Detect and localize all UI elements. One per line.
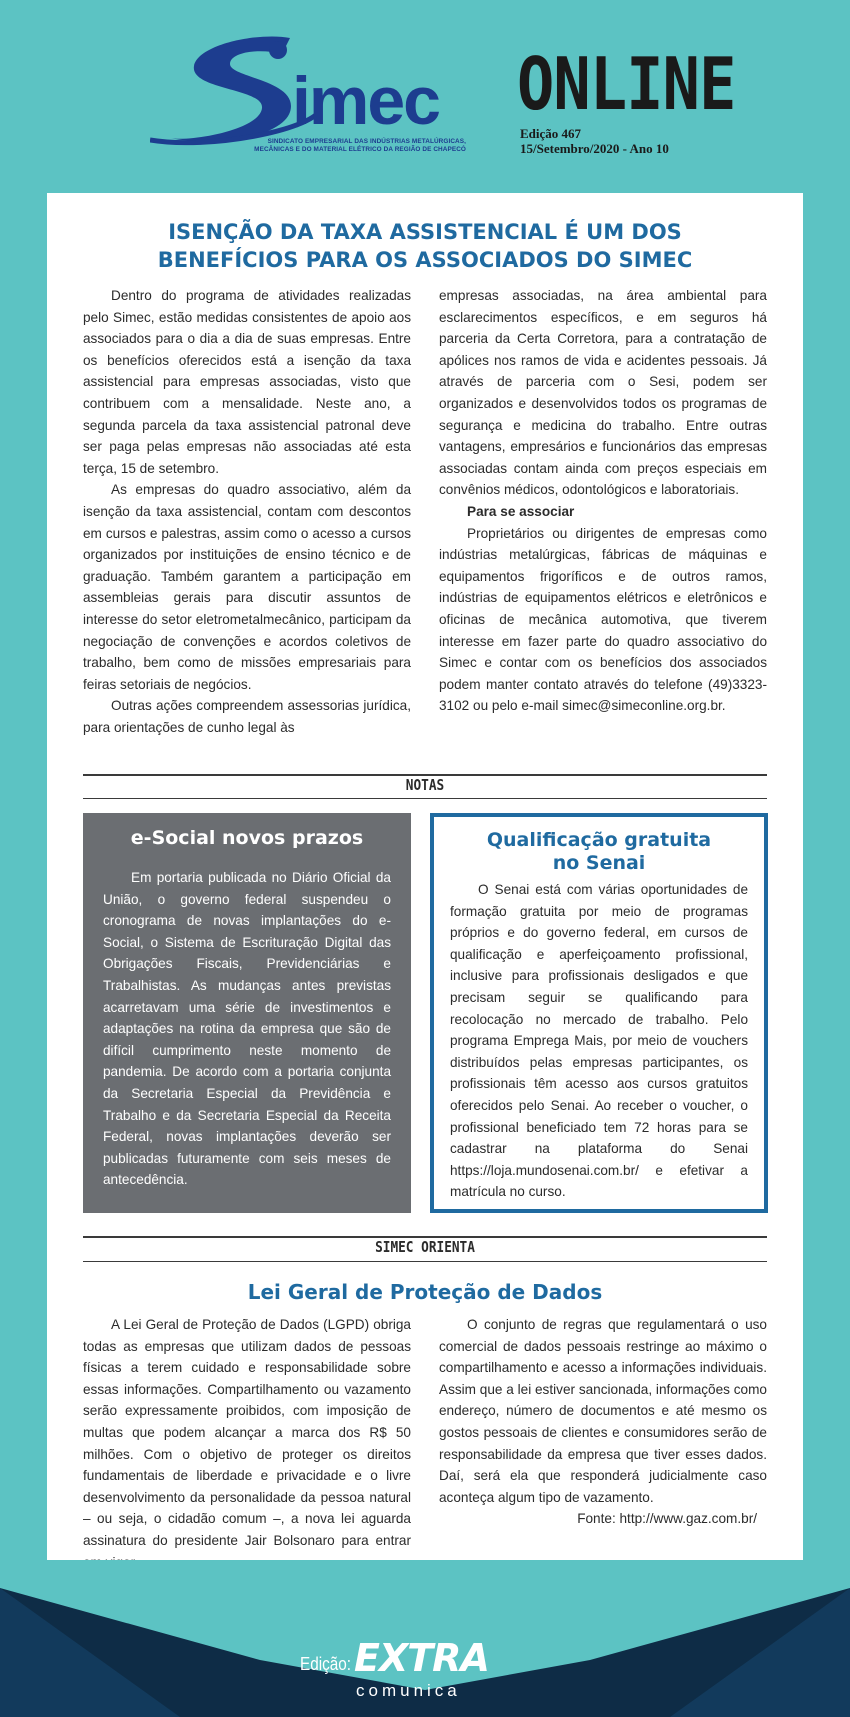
edition-date: 15/Setembro/2020 - Ano 10 xyxy=(520,141,669,156)
esocial-box xyxy=(83,813,411,1213)
esocial-body: Em portaria publicada no Diário Oficial da União, o governo federal suspendeu o cronograma de novas implantações do e-Social, o Sistema de Escrituração Digital das Obrigações Fiscais, Previdenciárias e Trabalhistas. As mudanças antes previstas acarretavam uma série de investimentos e adaptações na rotina da empresa que são de difícil cumprimento neste momento de pandemia. De acordo com a portaria conjunta da Secretaria Especial da Previdência e Trabalho e da Secretaria Especial da Receita Federal, novas implantações deverão ser publicadas futuramente com seis meses de antecedência. xyxy=(103,870,391,1188)
source-link[interactable]: Fonte: http://www.gaz.com.br/ xyxy=(577,1511,757,1527)
senai-body: O Senai está com várias oportunidades de formação gratuita por meio de programas próprios e do governo federal, em cursos de qualificação e aperfeiçoamento profissional, inclusive para profissionais desligados e que precisam seguir se qualificando para recolocação no mercado de trabalho. Pelo programa Emprega Mais, por meio de vouchers distribuídos pelas empresas participantes, os profissionais têm acesso aos cursos gratuitos oferecidos pelo Senai. Ao receber o voucher, o profissional beneficiado tem 72 horas para se cadastrar na plataforma do Senai https://loja.mundosenai.com.br/ e efetivar a matrícula no curso. xyxy=(450,882,748,1200)
svg-text:imec: imec xyxy=(292,63,439,139)
paragraph: Outras ações compreendem assessorias jurídica, para orientações de cunho legal às xyxy=(83,698,411,735)
edition-number: Edição 467 xyxy=(520,126,582,141)
footer-edition-label: Edição: xyxy=(300,1654,352,1674)
paragraph: Proprietários ou dirigentes de empresas como indústrias metalúrgicas, fábricas de máquinas e equipamentos frigoríficos e de outros ramos, indústrias de equipamentos elétricos e eletrônicos e oficinas de mecânica automotiva, que tiverem interesse em fazer parte do quadro associativo do Simec e contar com os benefícios dos associados podem manter contato através do telefone (49)3323-3102 ou pelo e-mail simec@simeconline.org.br. xyxy=(439,525,767,714)
main-article-right-column xyxy=(439,285,767,717)
paragraph: As empresas do quadro associativo, além da isenção da taxa assistencial, contam com descontos em cursos e palestras, assim como o acesso a cursos organizados por instituições de ensino técnico e de graduação. Também garantem a participação em assembleias gerais para discutir assuntos de interesse do setor eletrometalmecânico, participam da negociação de convenções e acordos coletivos de trabalho, bem como de missões empresariais para feiras setoriais de negócios. xyxy=(83,482,411,692)
section-divider xyxy=(83,1261,767,1262)
masthead xyxy=(0,0,850,192)
senai-title: Qualificação gratuita no Senai xyxy=(486,829,712,874)
edition-info xyxy=(520,126,669,156)
lgpd-title: Lei Geral de Proteção de Dados xyxy=(247,1280,603,1304)
lgpd-right-column: O conjunto de regras que regulamentará o uso comercial de dados pessoais restringe ao máximo o compartilhamento e acesso a informações individuais. Assim que a lei estiver sancionada, informações como endereço, número de documentos e até mesmo os gostos pessoais de clientes e consumidores serão de responsabilidade da empresa que tiver esses dados. Daí, será ela que responderá judicialmente caso aconteça algum tipo de vazamento. Fonte: http://www.gaz.com.br/ xyxy=(439,1314,767,1530)
logo-subtitle: SINDICATO EMPRESARIAL DAS INDÚSTRIAS METALÚRGICAS, MECÂNICAS E DO MATERIAL ELÉTRICO DA REGIÃO DE CHAPECÓ xyxy=(254,138,466,153)
main-article-left-column xyxy=(83,285,411,738)
orienta-label: SIMEC ORIENTA xyxy=(375,1238,475,1256)
section-divider xyxy=(83,798,767,799)
subheading: Para se associar xyxy=(467,503,575,519)
online-label: ONLINE xyxy=(517,42,736,126)
paragraph: Dentro do programa de atividades realizadas pelo Simec, estão medidas consistentes de apoio aos associados para o dia a dia de suas empresas. Entre os benefícios oferecidos está a isenção da taxa assistencial para empresas associadas, visto que contribuem com a mensalidade. Neste ano, a segunda parcela da taxa assistencial patronal deve ser paga pelas empresas não associadas até esta terça, 15 de setembro. xyxy=(83,288,411,476)
notas-label: NOTAS xyxy=(405,776,445,794)
esocial-title: e-Social novos prazos xyxy=(130,827,364,849)
extra-logo-sub: comunica xyxy=(356,1681,461,1700)
senai-box xyxy=(430,813,768,1213)
lgpd-left-column: A Lei Geral de Proteção de Dados (LGPD) obriga todas as empresas que utilizam dados de pessoas físicas a terem cuidado e responsabilidade sobre essas informações. Compartilhamento ou vazamento serão expressamente proibidos, com imposição de multas que podem alcançar a marca dos R$ 50 milhões. Com o objetivo de proteger os direitos fundamentais de liberdade e privacidade e o livre desenvolvimento da personalidade da pessoa natural – ou seja, o cidadão comum –, a nova lei aguarda assinatura do presidente Jair Bolsonaro para entrar xyxy=(83,1317,411,1548)
paragraph: empresas associadas, na área ambiental para esclarecimentos específicos, e em seguros há parceria da Certa Corretora, para a contratação de apólices nos ramos de vida e acidentes pessoais. Já através de parceria com o Sesi, podem ser organizados e desenvolvidos todos os programas de segurança e medicina do trabalho. Entre outras vantagens, empresários e funcionários das empresas associadas contam ainda com preços especiais em convênios médicos, odontológicos e laboratoriais. xyxy=(439,288,767,498)
extra-logo: EXTRA xyxy=(354,1636,489,1680)
main-article-title: ISENÇÃO DA TAXA ASSISTENCIAL É UM DOS BENEFÍCIOS PARA OS ASSOCIADOS DO SIMEC xyxy=(157,220,693,272)
newsletter-page xyxy=(47,193,803,1616)
